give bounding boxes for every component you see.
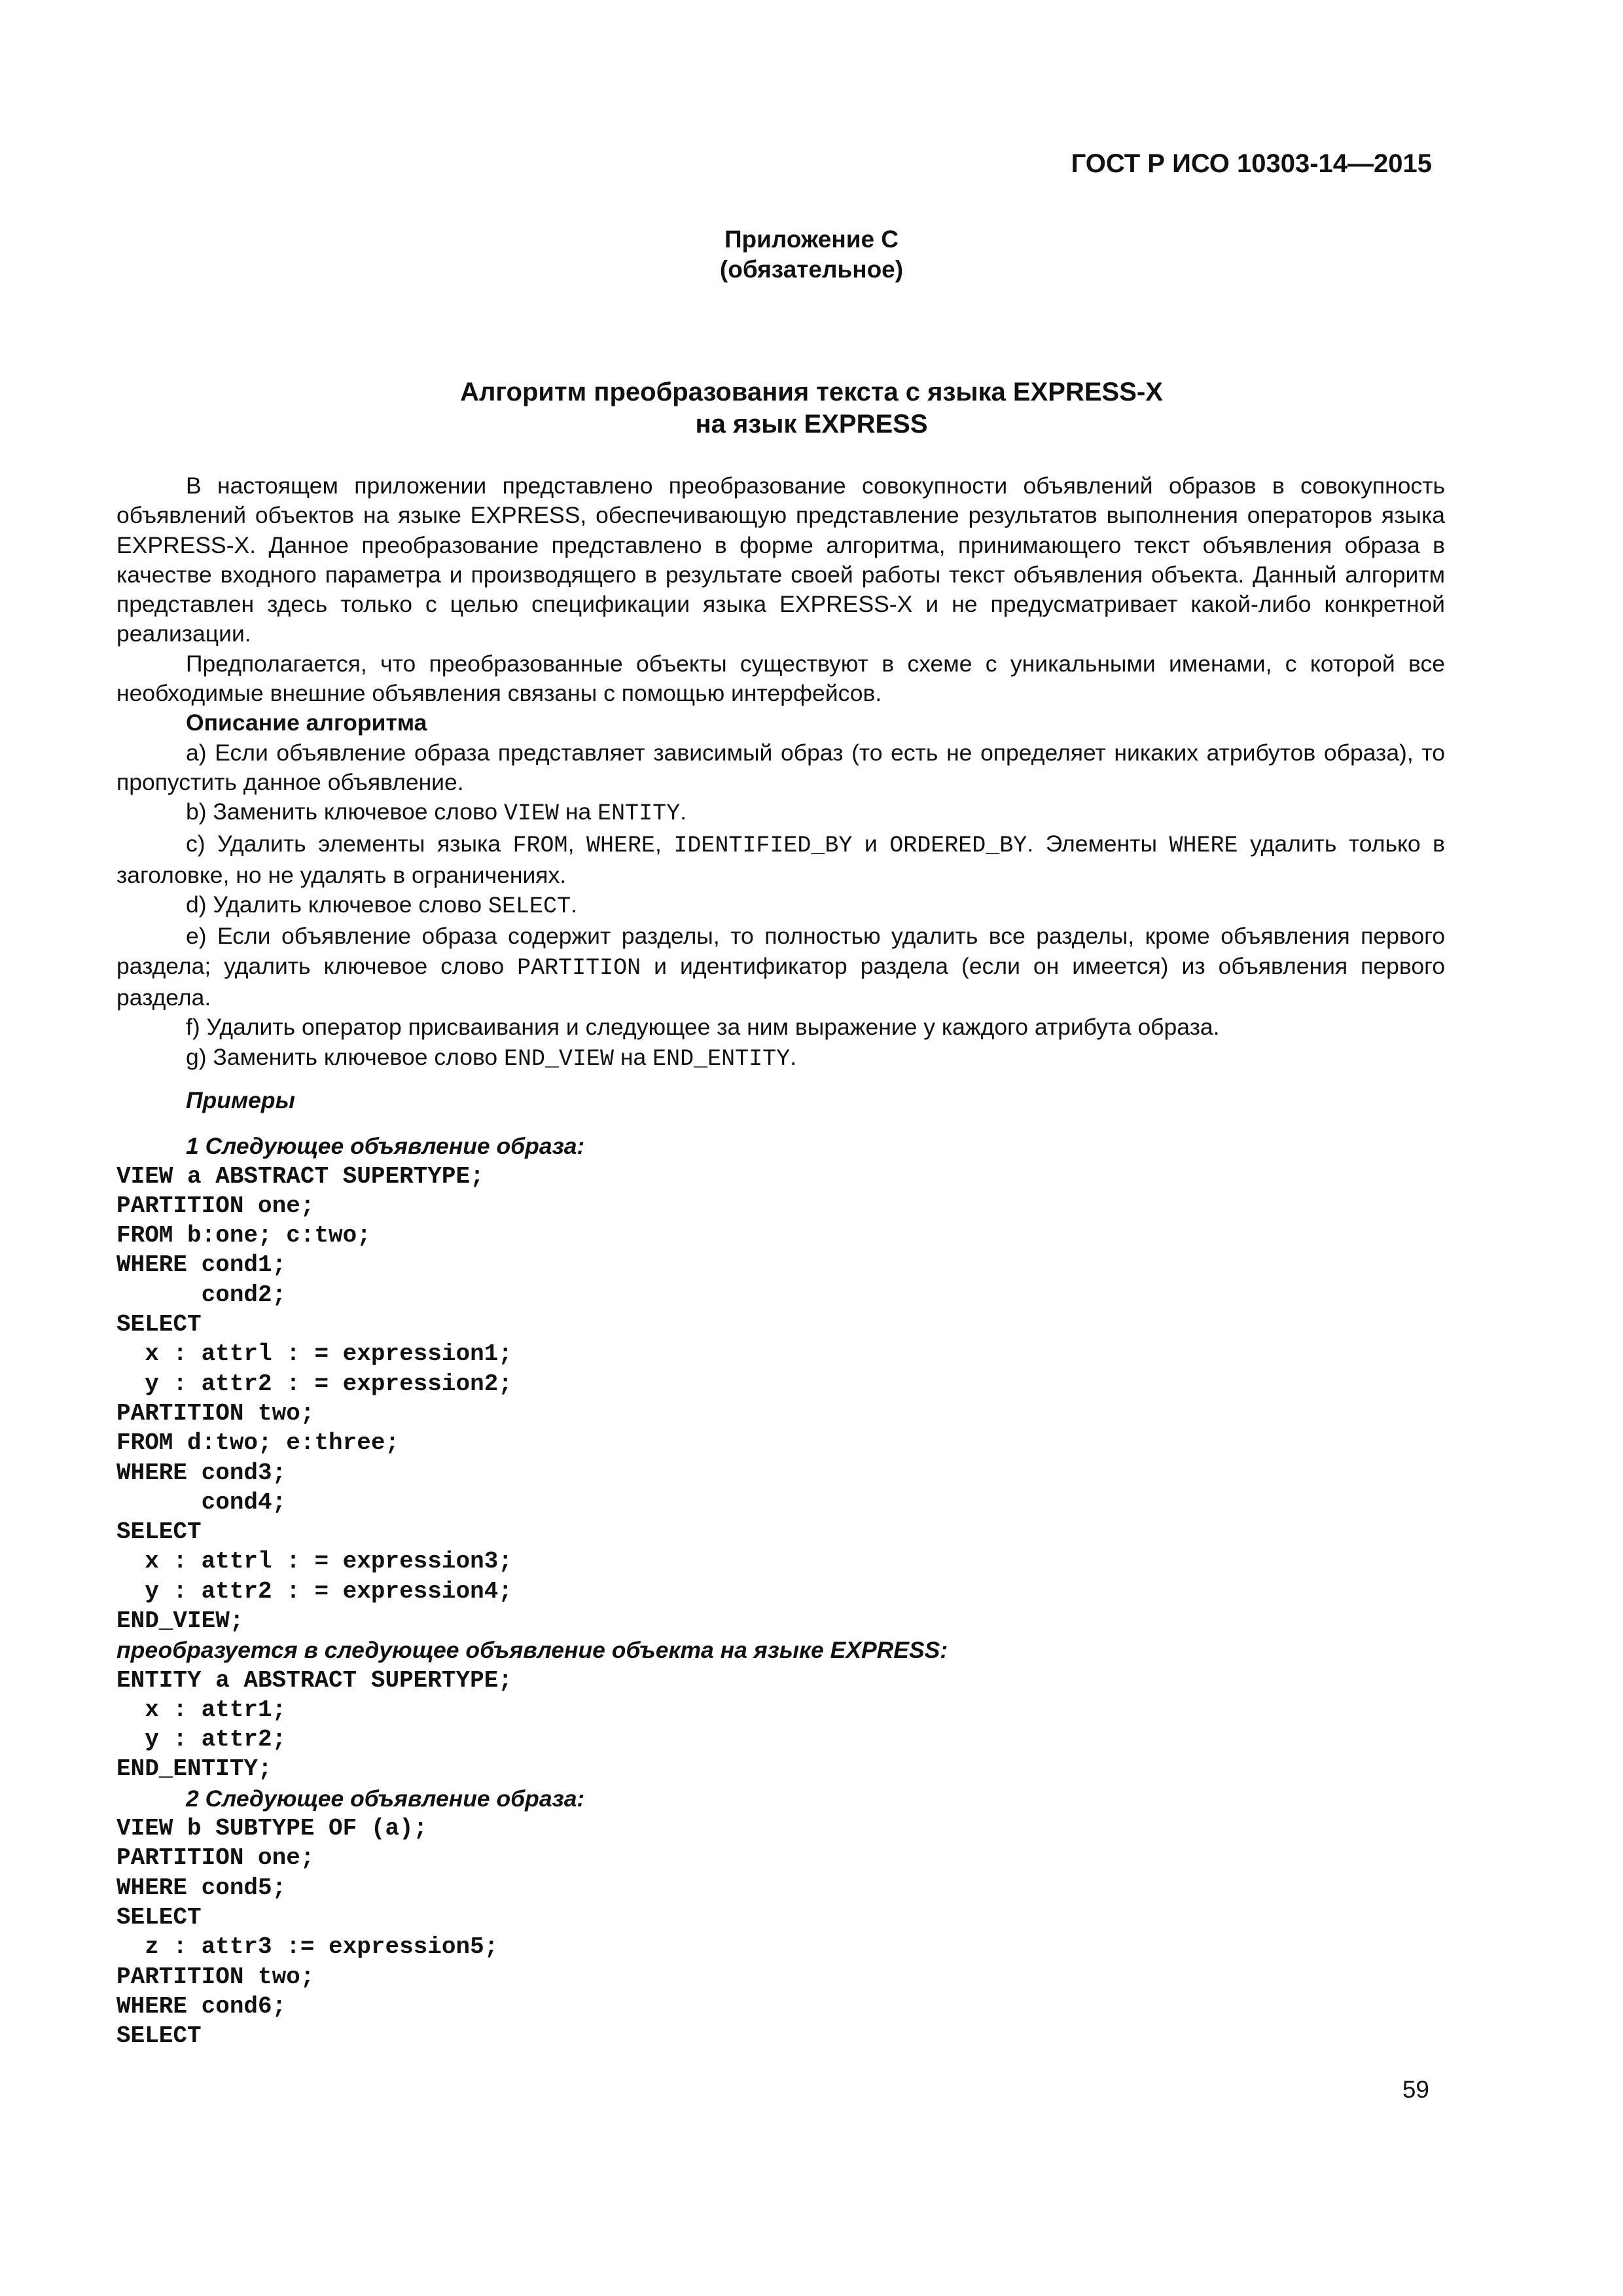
step-e-text: и идентификатор раздела (если он имеется) из объявления первого раздела. xyxy=(116,952,1445,1011)
step-c-text: c) Удалить элементы языка xyxy=(186,830,513,857)
intro-paragraph-1: В настоящем приложении представлено преобразование совокупности объявлений образов в совокупность объявлений объектов на языке EXPRESS, обеспечивающую представление результатов выполнения операторов языка EXPRESS-X. Данное преобразование представлено в форме алгоритма, принимающего текст объявления образа в качестве входного параметра и производящего в результате своей работы текст объявления объекта. Данный алгоритм представлен здесь только с целью спецификации языка EXPRESS-X и не предусматривает какой-либо конкретной реализации. xyxy=(116,473,1445,647)
keyword-partition: PARTITION xyxy=(517,954,641,981)
annex-title: Приложение С xyxy=(724,226,899,253)
code-line: y : attr2; xyxy=(116,1726,287,1753)
keyword-identified-by: IDENTIFIED_BY xyxy=(673,832,853,859)
keyword-end-view: END_VIEW xyxy=(504,1045,615,1072)
keyword-end-entity: END_ENTITY xyxy=(652,1045,791,1072)
page-number: 59 xyxy=(1402,2076,1429,2103)
code-line: SELECT xyxy=(116,1518,202,1546)
example-1-result-code xyxy=(116,1666,1445,1784)
keyword-where: WHERE xyxy=(1169,832,1238,859)
algorithm-step-b xyxy=(116,797,1445,829)
step-b-text: на xyxy=(559,798,598,825)
code-line: WHERE cond1; xyxy=(116,1251,287,1279)
example-1-transition: преобразуется в следующее объявление объекта на языке EXPRESS: xyxy=(116,1637,948,1664)
code-line: WHERE cond3; xyxy=(116,1459,287,1486)
keyword-view: VIEW xyxy=(504,800,560,827)
example-1-code xyxy=(116,1162,1445,1636)
step-d-text: d) Удалить ключевое слово xyxy=(186,891,489,918)
step-b-text: b) Заменить ключевое слово xyxy=(186,798,505,825)
code-line: z : attr3 := expression5; xyxy=(116,1933,499,1961)
code-line: PARTITION one; xyxy=(116,1844,315,1872)
step-c-text: . Элементы xyxy=(1027,830,1169,857)
keyword-where: WHERE xyxy=(586,832,655,859)
intro-paragraph-2: Предполагается, что преобразованные объекты существуют в схеме с уникальными именами, с которой все необходимые внешние объявления связаны с помощью интерфейсов. xyxy=(116,650,1445,707)
section-title xyxy=(0,376,1623,440)
title-line-2: на язык EXPRESS xyxy=(695,410,928,439)
code-line: PARTITION two; xyxy=(116,1963,315,1990)
algorithm-step-e xyxy=(116,922,1445,1013)
step-g-text: g) Заменить ключевое слово xyxy=(186,1043,505,1070)
keyword-entity: ENTITY xyxy=(597,800,681,827)
algorithm-step-c xyxy=(116,829,1445,891)
example-2-title: 2 Следующее объявление образа: xyxy=(186,1785,585,1812)
code-line: FROM d:two; e:three; xyxy=(116,1429,400,1457)
step-g-text: на xyxy=(614,1043,653,1070)
code-line: FROM b:one; c:two; xyxy=(116,1222,371,1249)
keyword-ordered-by: ORDERED_BY xyxy=(889,832,1027,859)
step-c-text: , xyxy=(567,830,586,857)
code-line: y : attr2 : = expression2; xyxy=(116,1370,512,1397)
code-line: SELECT xyxy=(116,1311,202,1338)
code-line: y : attr2 : = expression4; xyxy=(116,1577,512,1605)
code-line: x : attrl : = expression1; xyxy=(116,1340,512,1368)
examples-heading: Примеры xyxy=(186,1086,295,1113)
title-line-1: Алгоритм преобразования текста с языка EXPRESS-X xyxy=(460,378,1163,406)
code-line: END_VIEW; xyxy=(116,1607,244,1634)
example-1-title: 1 Следующее объявление образа: xyxy=(186,1133,585,1160)
code-line: VIEW b SUBTYPE OF (a); xyxy=(116,1815,428,1842)
code-line: END_ENTITY; xyxy=(116,1755,272,1783)
step-c-text: удалить только в заголовке, но не удалять в ограничениях. xyxy=(116,830,1446,888)
example-2-code xyxy=(116,1814,1445,2051)
algorithm-step-d xyxy=(116,890,1445,922)
code-line: x : attr1; xyxy=(116,1696,287,1723)
step-b-text: . xyxy=(680,798,687,825)
step-c-text: , xyxy=(654,830,674,857)
algorithm-step-a: a) Если объявление образа представляет зависимый образ (то есть не определяет никаких атрибутов образа), то пропустить данное объявление. xyxy=(116,739,1445,795)
annex-label xyxy=(0,224,1623,285)
step-g-text: . xyxy=(790,1043,797,1070)
algorithm-heading: Описание алгоритма xyxy=(186,709,427,736)
code-line: SELECT xyxy=(116,1903,202,1931)
code-line: x : attrl : = expression3; xyxy=(116,1548,512,1575)
document-body xyxy=(116,471,1445,2051)
code-line: PARTITION one; xyxy=(116,1192,315,1219)
code-line: cond2; xyxy=(116,1281,287,1308)
annex-status: (обязательное) xyxy=(719,256,904,283)
algorithm-step-f: f) Удалить оператор присваивания и следующее за ним выражение у каждого атрибута образа. xyxy=(186,1014,1220,1041)
algorithm-step-g xyxy=(116,1043,1445,1074)
code-line: PARTITION two; xyxy=(116,1399,315,1427)
code-line: WHERE cond5; xyxy=(116,1874,287,1901)
code-line: SELECT xyxy=(116,2022,202,2050)
keyword-select: SELECT xyxy=(488,893,571,920)
code-line: ENTITY a ABSTRACT SUPERTYPE; xyxy=(116,1666,512,1694)
code-line: cond4; xyxy=(116,1488,287,1516)
step-e-text: e) Если объявление образа содержит разделы, то полностью удалить все разделы, кроме объявления первого раздела; удалить ключевое слово xyxy=(116,923,1445,979)
document-code: ГОСТ Р ИСО 10303-14—2015 xyxy=(1071,149,1432,178)
step-c-text: и xyxy=(852,830,890,857)
code-line: WHERE cond6; xyxy=(116,1992,287,2020)
step-d-text: . xyxy=(571,891,577,918)
keyword-from: FROM xyxy=(512,832,568,859)
code-line: VIEW a ABSTRACT SUPERTYPE; xyxy=(116,1162,484,1190)
